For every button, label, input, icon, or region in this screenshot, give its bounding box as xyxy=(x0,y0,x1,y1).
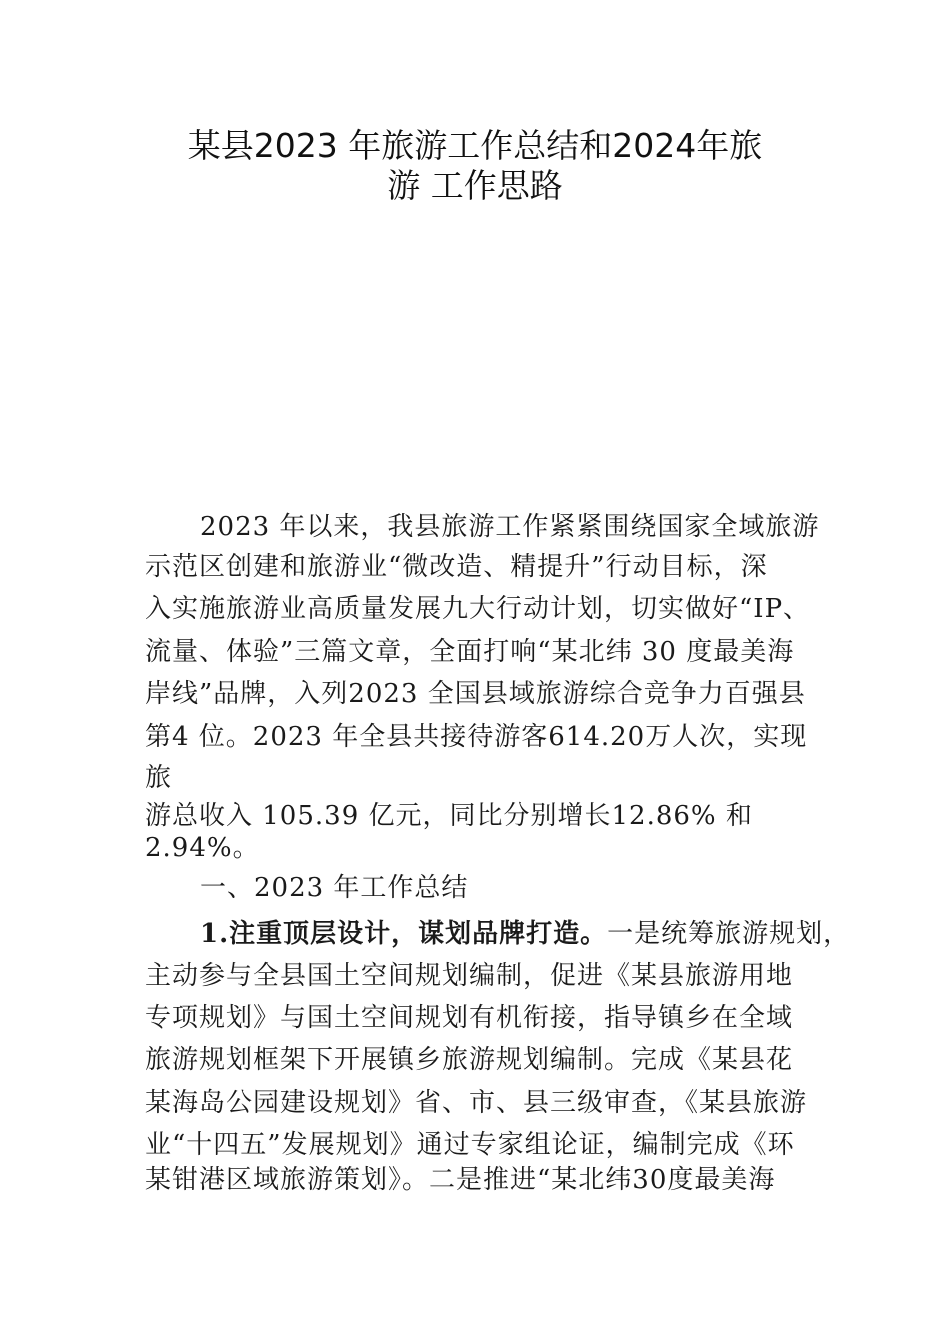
intro-line: 入实施旅游业高质量发展九大行动计划，切实做好“IP、 xyxy=(145,594,811,624)
intro-line: 游总收入 105.39 亿元，同比分别增长12.86% 和 xyxy=(145,801,753,831)
document-title-line-2: 游 工作思路 xyxy=(387,166,563,205)
intro-line: 岸线”品牌，入列2023 全国县域旅游综合竞争力百强县 xyxy=(145,679,806,709)
paragraph-line: 专项规划》与国土空间规划有机衔接，指导镇乡在全域 xyxy=(145,1003,794,1033)
paragraph-bold-lead: 1.注重顶层设计，谋划品牌打造。 xyxy=(200,919,608,949)
intro-line: 示范区创建和旅游业“微改造、精提升”行动目标，深 xyxy=(145,552,768,582)
section-heading: 一、2023 年工作总结 xyxy=(200,873,469,903)
paragraph-line: 业“十四五”发展规划》通过专家组论证，编制完成《环 xyxy=(145,1130,795,1160)
intro-line: 旅 xyxy=(145,763,173,793)
paragraph-line: 旅游规划框架下开展镇乡旅游规划编制。完成《某县花 xyxy=(145,1045,794,1075)
intro-line: 第4 位。2023 年全县共接待游客614.20万人次，实现 xyxy=(145,722,808,752)
paragraph-line: 某海岛公园建设规划》省、市、县三级审查，《某县旅游 xyxy=(145,1088,808,1118)
paragraph-line: 主动参与全县国土空间规划编制，促进《某县旅游用地 xyxy=(145,961,794,991)
document-title-line-1: 某县2023 年旅游工作总结和2024年旅 xyxy=(187,126,763,165)
intro-line: 2.94%。 xyxy=(145,833,260,863)
paragraph-line: 某钳港区域旅游策划》。二是推进“某北纬30度最美海 xyxy=(145,1165,776,1195)
paragraph-first-line xyxy=(200,918,850,950)
intro-line: 2023 年以来，我县旅游工作紧紧围绕国家全域旅游 xyxy=(200,512,820,542)
intro-line: 流量、体验”三篇文章，全面打响“某北纬 30 度最美海 xyxy=(145,637,795,667)
paragraph-lead-rest: 一是统筹旅游规划， xyxy=(607,919,851,949)
